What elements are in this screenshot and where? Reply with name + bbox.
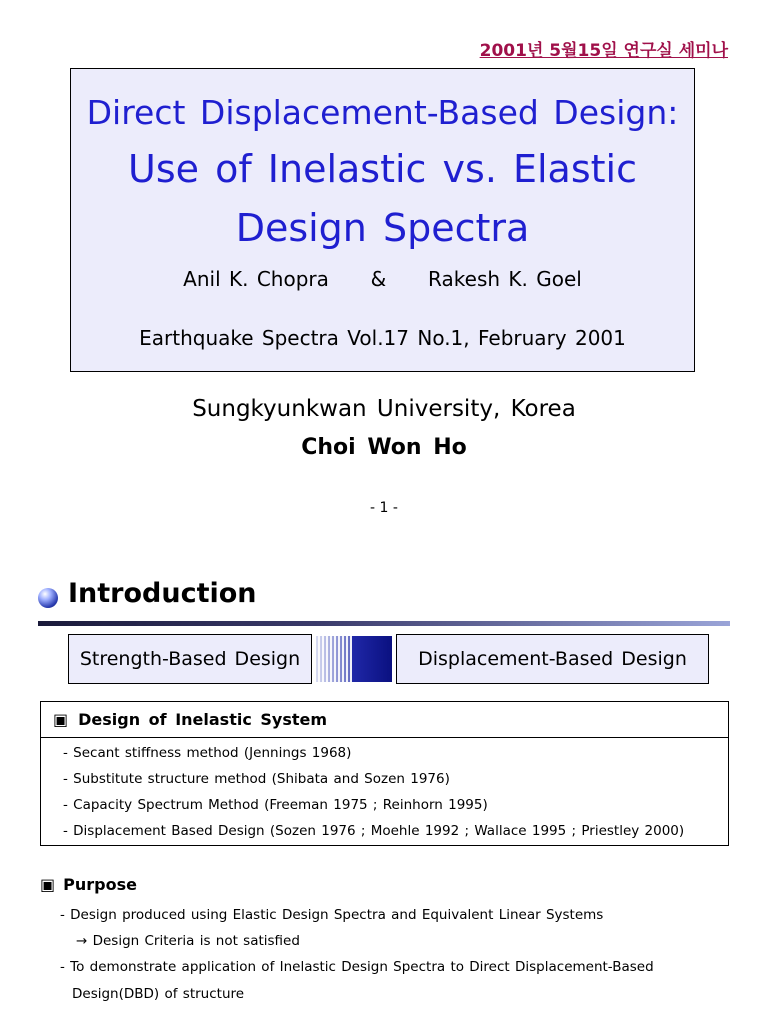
list-item: - Substitute structure method (Shibata and Sozen 1976) xyxy=(63,771,450,787)
title-box xyxy=(70,68,695,372)
inelastic-heading xyxy=(41,702,728,738)
purpose-heading xyxy=(40,875,137,894)
section-divider xyxy=(38,621,730,626)
transition-arrow-head xyxy=(352,636,392,682)
authors: Anil K. Chopra & Rakesh K. Goel xyxy=(183,267,582,291)
title-line-2: Use of Inelastic vs. Elastic xyxy=(128,147,637,191)
strength-based-design-box: Strength-Based Design xyxy=(68,634,312,684)
purpose-line: - Design produced using Elastic Design Spectra and Equivalent Linear Systems xyxy=(60,907,604,923)
purpose-heading-text: Purpose xyxy=(63,875,137,894)
section-title: Introduction xyxy=(68,578,257,609)
journal-citation: Earthquake Spectra Vol.17 No.1, February 2001 xyxy=(139,326,626,350)
purpose-line: Design(DBD) of structure xyxy=(72,986,245,1002)
title-line-3: Design Spectra xyxy=(235,206,530,250)
university: Sungkyunkwan University, Korea xyxy=(192,396,576,422)
page-number: - 1 - xyxy=(370,500,398,516)
bullet-sphere-icon xyxy=(38,588,58,608)
presenter-name: Choi Won Ho xyxy=(301,435,467,460)
seminar-date-note: 2001년 5월15일 연구실 세미나 xyxy=(479,41,728,61)
purpose-line: - To demonstrate application of Inelastic Design Spectra to Direct Displacement-Based xyxy=(60,959,654,975)
list-item: - Displacement Based Design (Sozen 1976 ; Moehle 1992 ; Wallace 1995 ; Priestley 2000) xyxy=(63,823,685,839)
inelastic-heading-text: Design of Inelastic System xyxy=(78,710,328,729)
displacement-based-design-box: Displacement-Based Design xyxy=(396,634,709,684)
list-item: - Capacity Spectrum Method (Freeman 1975 ; Reinhorn 1995) xyxy=(63,797,488,813)
square-bullet-icon: ▣ xyxy=(40,875,56,894)
title-line-1: Direct Displacement-Based Design: xyxy=(86,93,679,132)
inelastic-system-box xyxy=(40,701,729,846)
list-item: - Secant stiffness method (Jennings 1968) xyxy=(63,745,352,761)
square-bullet-icon: ▣ xyxy=(53,710,69,729)
purpose-line: → Design Criteria is not satisfied xyxy=(76,933,300,949)
